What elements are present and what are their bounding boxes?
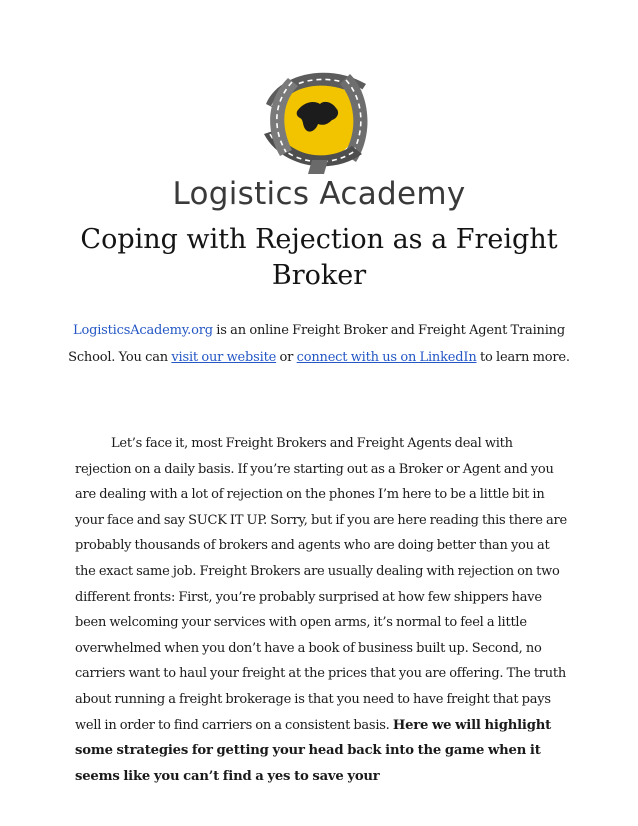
- intro-text-1: is an online Freight Broker and Freight Agent Training School. You can: [68, 323, 565, 365]
- body-section: [75, 431, 570, 789]
- logistics-academy-link[interactable]: LogisticsAcademy.org: [73, 323, 213, 338]
- intro-paragraph: [60, 317, 578, 371]
- globe-road-logo-icon: [258, 64, 376, 176]
- intro-text-3: to learn more.: [476, 350, 570, 365]
- linkedin-link[interactable]: connect with us on LinkedIn: [296, 350, 477, 365]
- brand-name: Logistics Academy: [172, 176, 466, 212]
- body-paragraph: [75, 431, 570, 789]
- bold-highlight-text: Here we will highlight some strategies for getting your head back into the game when it seems like you can’t find a yes to save your: [75, 717, 552, 784]
- intro-text-2: or: [276, 350, 297, 365]
- visit-website-link[interactable]: visit our website: [171, 350, 277, 365]
- paragraph-text: Let’s face it, most Freight Brokers and Freight Agents deal with rejection on a daily basis. If you’re starting out as a Broker or Agent and you are dealing with a lot of rejection on the phones I’m here to be a little bit in your face and say SUCK IT UP. Sorry, but if you are here reading this there are probably thousands of brokers and agents who are doing better than you at the exact same job. Freight Brokers are usually dealing with rejection on two different fronts: First, you’re probably surprised at how few shippers have been welcoming your services with open arms, it’s normal to feel a little overwhelmed when you don’t have a book of business built up. Second, no carriers want to haul your freight at the prices that you are offering. The truth about running a freight brokerage is that you need to have freight that pays well in order to find carriers on a consistent basis.: [75, 436, 567, 733]
- document-title: Coping with Rejection as a Freight Broker: [80, 224, 558, 291]
